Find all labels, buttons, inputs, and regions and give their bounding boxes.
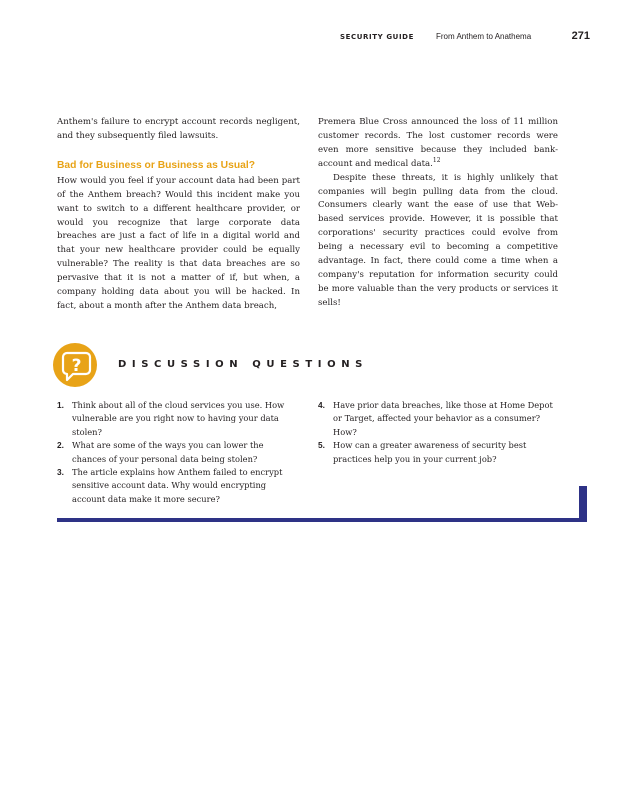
lead-paragraph: Anthem's failure to encrypt account records negligent, and they subsequently filed lawsuits. [57, 117, 300, 141]
question-item [57, 466, 298, 506]
question-number: 4. [318, 400, 325, 410]
running-head-title: From Anthem to Anathema [436, 32, 532, 41]
question-number: 1. [57, 400, 64, 410]
right-column [318, 116, 558, 311]
question-item [318, 399, 561, 439]
running-head [340, 31, 590, 45]
running-head-section: SECURITY GUIDE [340, 33, 414, 41]
question-text: The article explains how Anthem failed to encrypt sensitive account data. Why would encrypting account data make it more secure? [72, 467, 283, 504]
question-mark-icon [53, 343, 97, 387]
paragraph-text: Premera Blue Cross announced the loss of 11 million customer records. The lost customer records were even more sensitive because they included bank-account and medical data. [318, 117, 558, 169]
svg-text:?: ? [71, 356, 82, 376]
body-paragraph: Despite these threats, it is highly unlikely that companies will begin pulling data from the cloud. Consumers clearly want the ease of use that Web-based services provide. However, it is possible that corporations' security practices could evolve from being a necessary evil to becoming a competitive advantage. In fact, there could come a time when a company's reputation for information security could be more valuable than the very products or services it sells! [318, 172, 558, 308]
body-paragraph-continued [318, 116, 558, 172]
question-item [318, 439, 561, 466]
discussion-questions-heading: DISCUSSION QUESTIONS [118, 359, 368, 370]
question-number: 3. [57, 467, 64, 478]
question-number: 2. [57, 440, 64, 451]
footnote-reference: 12 [432, 156, 441, 164]
corner-rule [579, 486, 587, 522]
question-number: 5. [318, 440, 325, 451]
question-text: Have prior data breaches, like those at Home Depot or Target, affected your behavior as a consumer? How? [333, 400, 553, 437]
page-number: 271 [571, 30, 590, 42]
left-column [57, 116, 300, 314]
section-subheading: Bad for Business or Business as Usual? [57, 159, 255, 171]
body-paragraph: How would you feel if your account data had been part of the Anthem breach? Would this incident make you want to switch to a different healthcare provider, or would you recognize that large corporate data breaches are just a fact of life in a digital world and that your new healthcare provider could be equally vulnerable? The reality is that data breaches are so pervasive that it is not a matter of if, but when, a company holding data about you will be hacked. In fact, about a month after the Anthem data breach, [57, 175, 300, 311]
question-text: What are some of the ways you can lower the chances of your personal data being stolen? [72, 440, 264, 464]
question-text: How can a greater awareness of security best practices help you in your current job? [333, 440, 527, 464]
questions-left [57, 399, 298, 506]
question-item [57, 399, 298, 439]
questions-right [318, 399, 561, 466]
question-text: Think about all of the cloud services you use. How vulnerable are you right now to having your data stolen? [72, 400, 285, 437]
question-item [57, 439, 298, 466]
bottom-rule [57, 518, 587, 522]
